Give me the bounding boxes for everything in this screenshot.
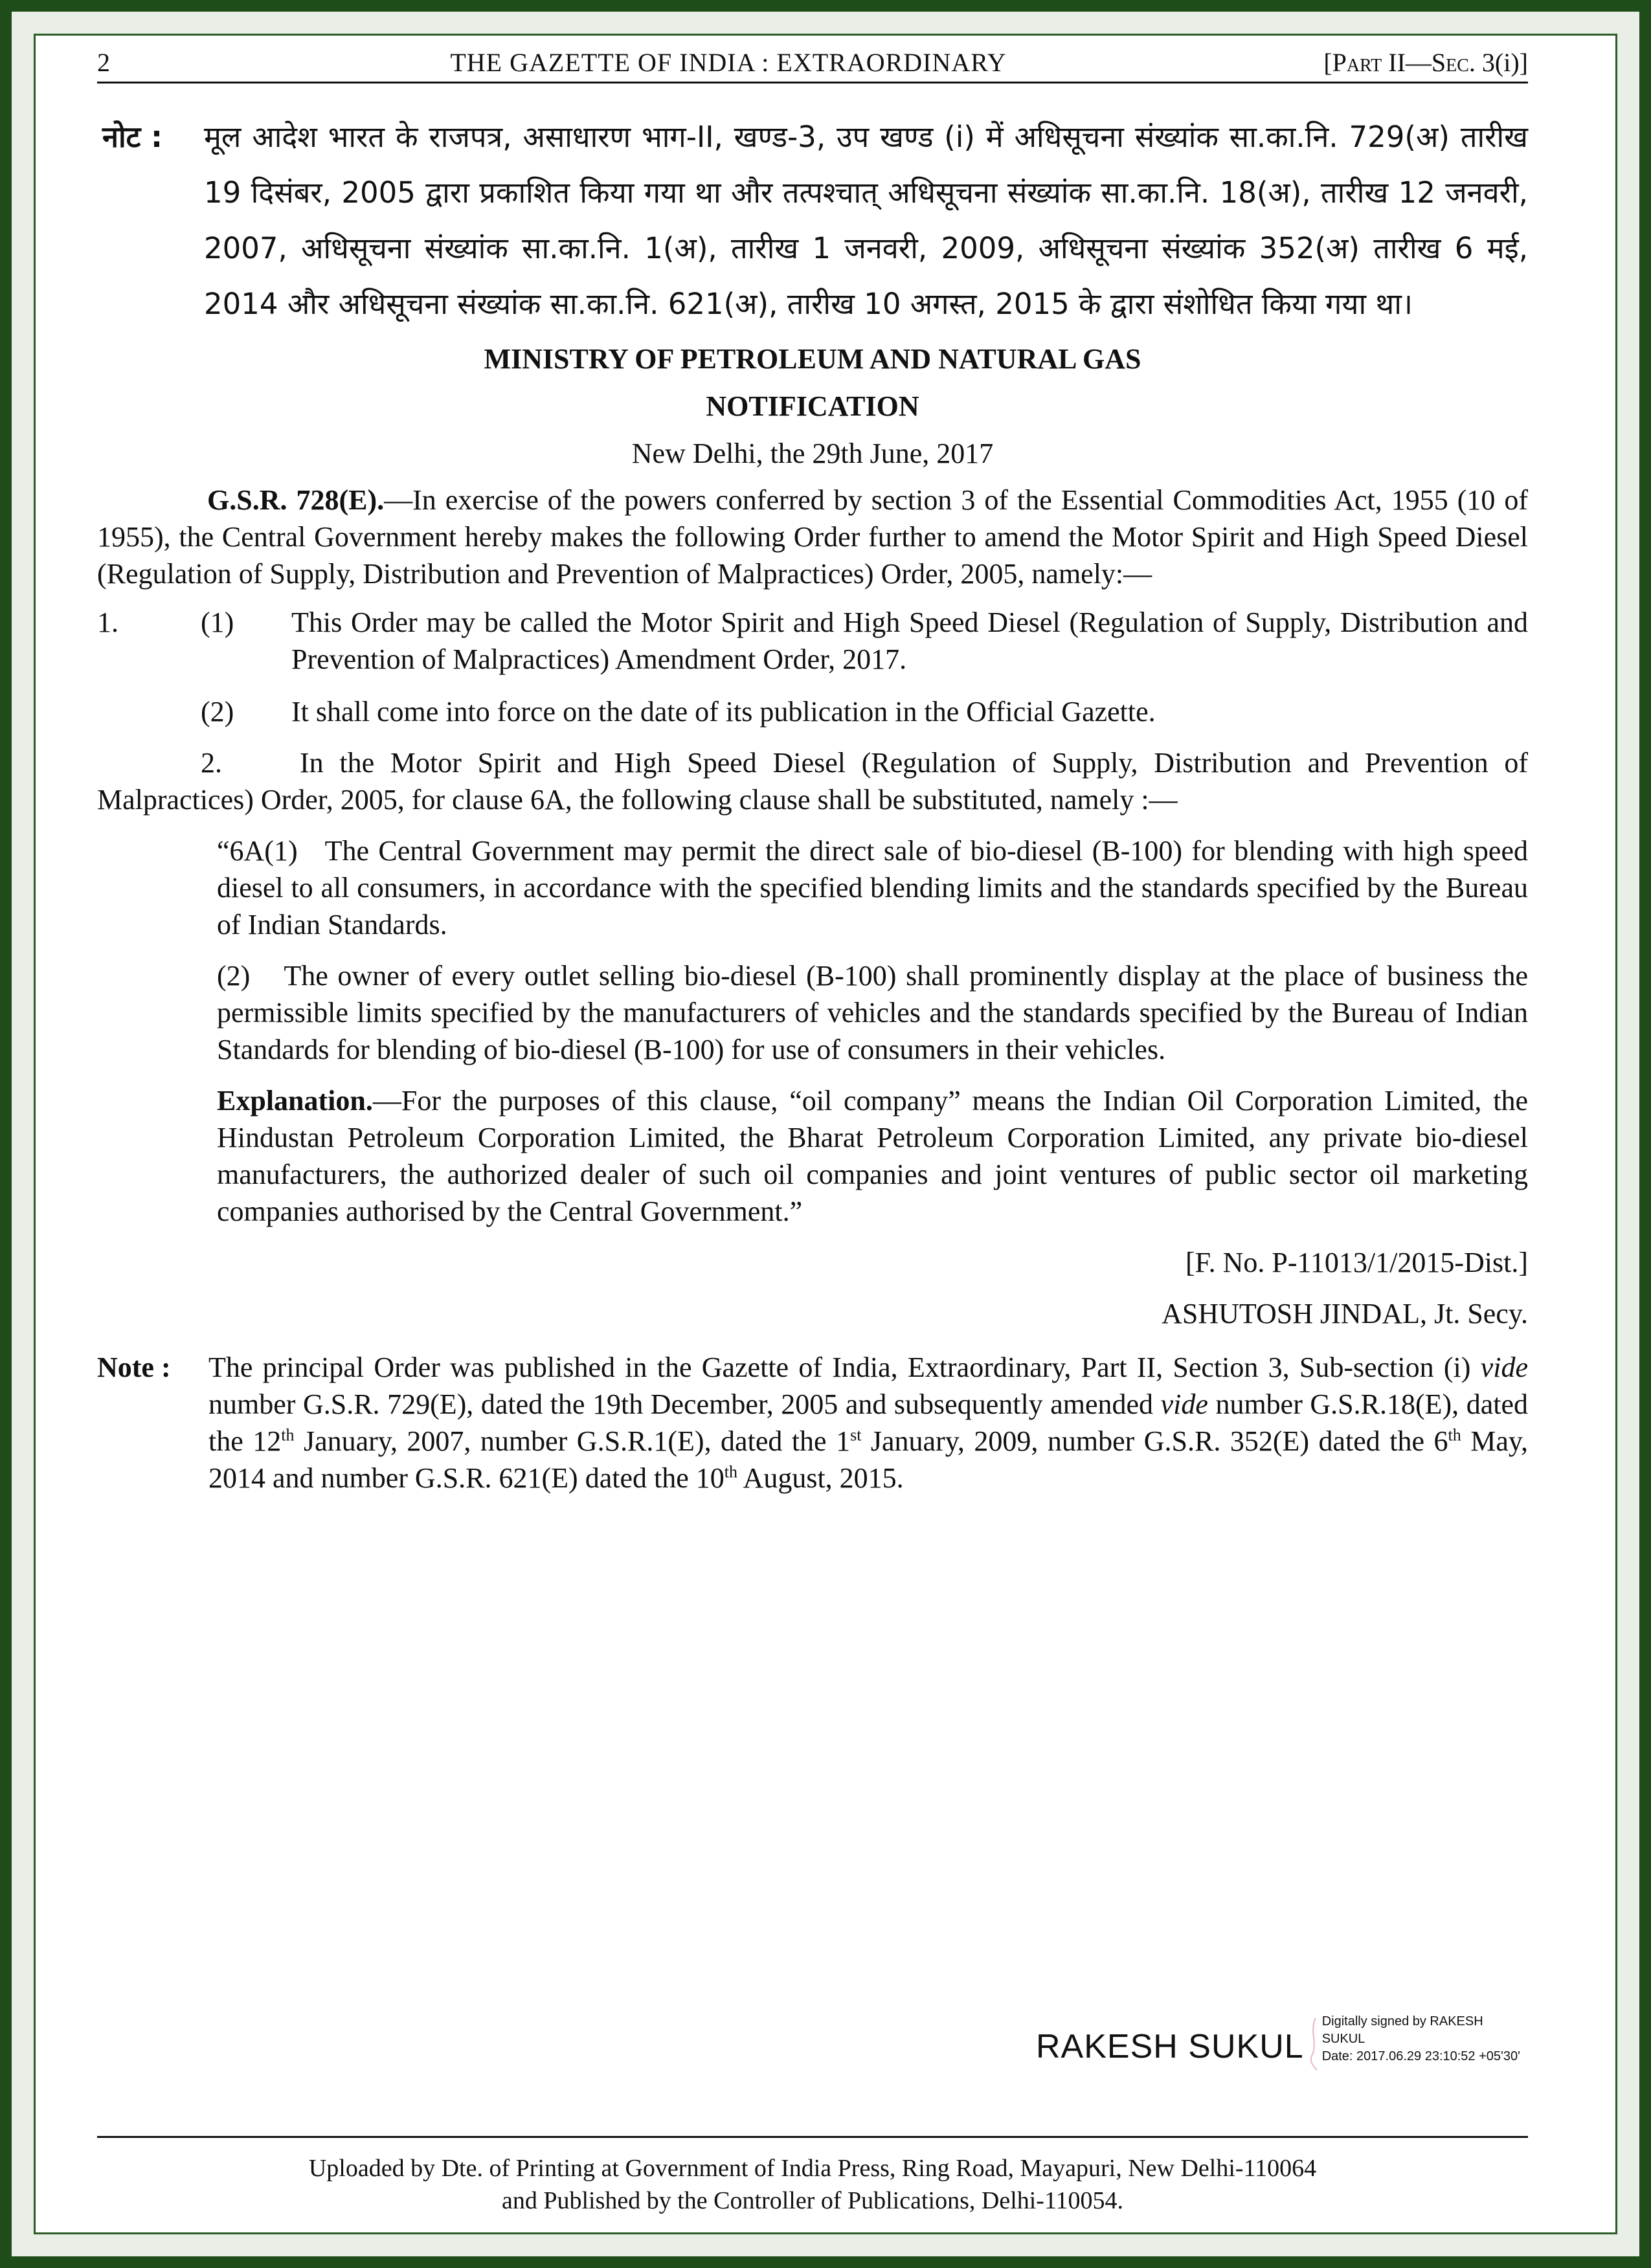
signature-stroke-icon: [1305, 2016, 1320, 2073]
signature-details: Digitally signed by RAKESH SUKUL Date: 2017.06.29 23:10:52 +05'30': [1321, 2014, 1520, 2063]
notification-heading: NOTIFICATION: [706, 390, 919, 422]
date-line: New Delhi, the 29th June, 2017: [631, 438, 994, 469]
hindi-note: [97, 109, 1528, 332]
footer-line-1: Uploaded by Dte. of Printing at Government of India Press, Ring Road, Mayapuri, New Delhi-110064: [308, 2155, 1317, 2182]
ministry-heading: MINISTRY OF PETROLEUM AND NATURAL GAS: [484, 343, 1141, 375]
clause-2: [97, 744, 1528, 818]
clause-1-number: 1.: [97, 606, 118, 638]
notification-body: [97, 482, 1528, 1496]
clause-1-sub1-number: (1): [201, 606, 234, 638]
gazette-title: THE GAZETTE OF INDIA : EXTRAORDINARY: [450, 48, 1007, 77]
explanation: Explanation.—For the purposes of this clause, “oil company” means the Indian Oil Corporation Limited, the Hindustan Petroleum Corporation Limited, the Bharat Petroleum Corporation Limited, any private bio-diesel manufacturers, the authorized dealer of such oil companies and joint ventures of public sector oil marketing companies authorised by the Central Government.”: [217, 1085, 1528, 1227]
clause-1-sub2-text: It shall come into force on the date of its publication in the Official Gazette.: [291, 696, 1156, 728]
gazette-page: [97, 45, 1528, 1496]
digital-signature: [1036, 2013, 1520, 2073]
footer-line-2: and Published by the Controller of Publications, Delhi-110054.: [501, 2187, 1124, 2214]
substituted-clause: [217, 832, 1528, 1230]
file-number: [F. No. P-11013/1/2015-Dist.]: [1185, 1247, 1528, 1278]
hindi-note-label: नोट :: [102, 120, 163, 154]
quote-para-2: (2) The owner of every outlet selling bio-diesel (B-100) shall prominently display at the place of business the permissible limits specified by the manufacturers of vehicles and the standards specified by the Bureau of Indian Standards for blending of bio-diesel (B-100) for use of consumers in their vehicles.: [217, 960, 1528, 1065]
signatory: ASHUTOSH JINDAL, Jt. Secy.: [1162, 1298, 1528, 1329]
note-text: The principal Order was published in the Gazette of India, Extraordinary, Part II, Section 3, Sub-section (i) vide number G.S.R. 729(E), dated the 19th December, 2005 and subsequently amended vide number G.S.R.18(E), dated the 12th January, 2007, number G.S.R.1(E), dated the 1st January, 2009, number G.S.R. 352(E) dated the 6th May, 2014 and number G.S.R. 621(E) dated the 10th August, 2015.: [208, 1351, 1529, 1494]
english-note: [97, 1349, 1528, 1496]
clause-1-sub1-text: This Order may be called the Motor Spirit and High Speed Diesel (Regulation of Supply, Distribution and Prevention of Malpractices) Amendment Order, 2017.: [291, 606, 1528, 675]
part-section: [Part II—Sec. 3(i)]: [1323, 48, 1528, 77]
gsr-number: G.S.R. 728(E).: [207, 484, 385, 516]
note-label: Note :: [97, 1351, 171, 1383]
gsr-paragraph: G.S.R. 728(E).—In exercise of the powers conferred by section 3 of the Essential Commodities Act, 1955 (10 of 1955), the Central Government hereby makes the following Order further to amend the Motor Spirit and High Speed Diesel (Regulation of Supply, Distribution and Prevention of Malpractices) Order, 2005, namely:—: [97, 484, 1528, 590]
clause-2-text: In the Motor Spirit and High Speed Diesel (Regulation of Supply, Distribution and Prevention of Malpractices) Order, 2005, for clause 6A, the following clause shall be substituted, namely :—: [97, 747, 1528, 816]
clause-1: [97, 604, 1528, 730]
clause-1-sub2-number: (2): [201, 696, 234, 728]
quote-para-1: “6A(1) The Central Government may permit the direct sale of bio-diesel (B-100) for blending with high speed diesel to all consumers, in accordance with the specified blending limits and the standards specified by the Bureau of Indian Standards.: [217, 835, 1528, 940]
signature-name: RAKESH SUKUL: [1036, 2028, 1304, 2065]
running-header: [97, 45, 1528, 83]
footer: [97, 2136, 1528, 2217]
clause-2-number: 2.: [201, 747, 222, 779]
hindi-note-text: मूल आदेश भारत के राजपत्र, असाधारण भाग-II, खण्ड-3, उप खण्ड (i) में अधिसूचना संख्यांक सा.का.नि. 729(अ) तारीख 19 दिसंबर, 2005 द्वारा प्रकाशित किया गया था और तत्पश्चात् अधिसूचना संख्यांक सा.का.नि. 18(अ), तारीख 12 जनवरी, 2007, अधिसूचना संख्यांक सा.का.नि. 1(अ), तारीख 1 जनवरी, 2009, अधिसूचना संख्यांक 352(अ) तारीख 6 मई, 2014 और अधिसूचना संख्यांक सा.का.नि. 621(अ), तारीख 10 अगस्त, 2015 के द्वारा संशोधित किया गया था।: [204, 120, 1528, 321]
page-number: 2: [97, 48, 110, 77]
